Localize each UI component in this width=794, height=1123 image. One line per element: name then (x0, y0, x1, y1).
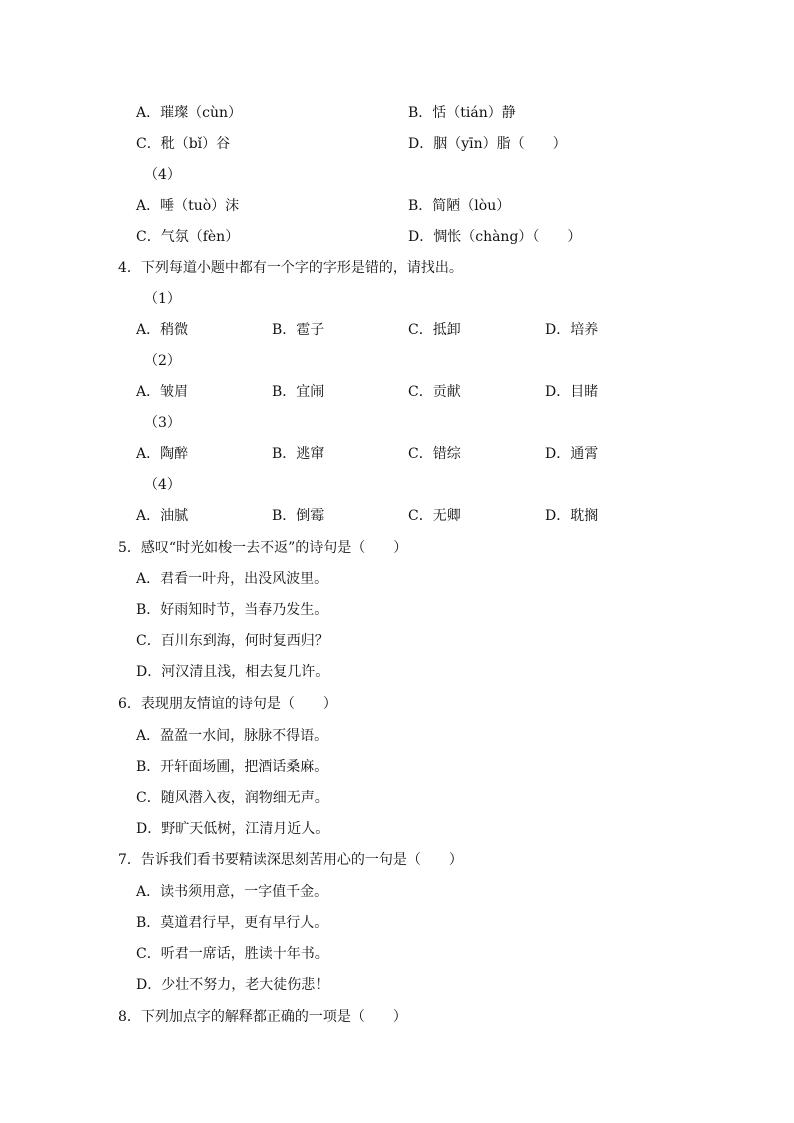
q3-group3-option-d: D．胭（yīn）脂（ ） (408, 136, 567, 152)
q6-option-a: A．盈盈一水间，脉脉不得语。 (136, 728, 329, 744)
q7-option-c: C．听君一席话，胜读十年书。 (136, 946, 329, 962)
q4-group3-option-b: B．逃窜 (272, 446, 325, 462)
q4-stem: 4．下列每道小题中都有一个字的字形是错的，请找出。 (118, 260, 463, 276)
q3-group4-option-b: B．简陋（lòu） (408, 198, 511, 214)
q3-group3-option-b: B．恬（tián）静 (408, 105, 516, 121)
q4-group2-option-b: B．宜闹 (272, 384, 325, 400)
q6-option-b: B．开轩面场圃，把酒话桑麻。 (136, 759, 329, 775)
q4-group3-option-d: D．通霄 (545, 446, 599, 462)
q4-group1-option-a: A．稍微 (136, 322, 189, 338)
q4-group1-label: （1） (144, 291, 181, 307)
q4-group1-option-d: D．培养 (545, 322, 599, 338)
q4-group1-option-b: B．雹子 (272, 322, 325, 338)
q7-option-b: B．莫道君行早，更有早行人。 (136, 915, 329, 931)
q4-group3-option-a: A．陶醉 (136, 446, 189, 462)
q4-group4-label: （4） (144, 477, 181, 493)
q4-group3-option-c: C．错综 (408, 446, 461, 462)
q7-option-d: D．少壮不努力，老大徒伤悲！ (136, 977, 330, 993)
q5-option-b: B．好雨知时节，当春乃发生。 (136, 602, 329, 618)
q3-group4-option-c: C．气氛（fèn） (136, 229, 240, 245)
q5-option-a: A．君看一叶舟，出没风波里。 (136, 571, 329, 587)
q8-stem: 8．下列加点字的解释都正确的一项是（ ） (118, 1009, 407, 1025)
q4-group4-option-c: C．无卿 (408, 508, 461, 524)
q7-stem: 7．告诉我们看书要精读深思刻苦用心的一句是（ ） (118, 852, 463, 868)
q4-group2-label: （2） (144, 353, 181, 369)
q6-option-d: D．野旷天低树，江清月近人。 (136, 821, 330, 837)
q4-group4-option-d: D．耽搁 (545, 508, 599, 524)
q3-group3-option-c: C．秕（bǐ）谷 (136, 136, 231, 152)
q7-option-a: A．读书须用意，一字值千金。 (136, 884, 329, 900)
q5-option-c: C．百川东到海，何时复西归？ (136, 633, 329, 649)
q4-group4-option-a: A．油腻 (136, 508, 189, 524)
q3-group4-option-d: D．惆怅（chàng）（ ） (408, 229, 582, 245)
q4-group2-option-d: D．目睹 (545, 384, 599, 400)
q5-option-d: D．河汉清且浅，相去复几许。 (136, 664, 330, 680)
q4-group3-label: （3） (144, 415, 181, 431)
q3-group4-label: （4） (144, 167, 181, 183)
q4-group2-option-c: C．贡献 (408, 384, 461, 400)
q3-group3-option-a: A．璀璨（cùn） (136, 105, 242, 121)
q4-group4-option-b: B．倒霉 (272, 508, 325, 524)
q5-stem: 5．感叹“时光如梭一去不返”的诗句是（ ） (118, 540, 408, 556)
q4-group2-option-a: A．皱眉 (136, 384, 189, 400)
q3-group4-option-a: A．唾（tuò）沫 (136, 198, 240, 214)
q4-group1-option-c: C．抵卸 (408, 322, 461, 338)
q6-stem: 6．表现朋友情谊的诗句是（ ） (118, 696, 337, 712)
q6-option-c: C．随风潜入夜，润物细无声。 (136, 790, 329, 806)
